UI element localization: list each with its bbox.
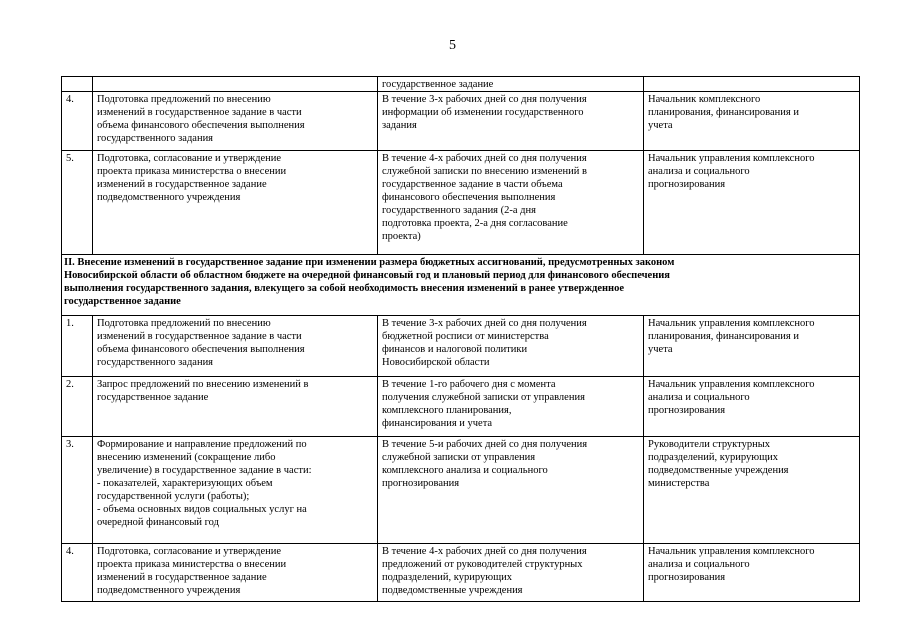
task-cell [93,316,378,377]
responsible-line: прогнозирования [648,572,726,583]
task-line: увеличение) в государственное задание в части: [97,465,312,476]
responsible-cell [644,437,860,544]
task-cell [93,151,378,255]
procedure-table-body [62,77,860,602]
responsible-line: учета [648,344,673,355]
row-number-cell [62,77,93,92]
deadline-cell [378,377,644,437]
responsible-line: анализа и социального [648,166,750,177]
responsible-line: Начальник управления комплексного [648,379,815,390]
deadline-cell [378,77,644,92]
row-number-cell: 2. [62,377,93,437]
responsible-cell [644,151,860,255]
task-line: изменений в государственное задание [97,572,267,583]
table-row [62,544,860,602]
responsible-line: учета [648,120,673,131]
task-line: - показателей, характеризующих объем [97,478,273,489]
deadline-line: В течение 3-х рабочих дней со дня получения [382,318,587,329]
deadline-cell [378,151,644,255]
responsible-line: Руководители структурных [648,439,771,450]
task-line: - объема основных видов социальных услуг на [97,504,307,515]
responsible-cell [644,92,860,151]
responsible-line: анализа и социального [648,559,750,570]
deadline-line: комплексного анализа и социального [382,465,548,476]
page-number: 5 [449,38,456,53]
responsible-line: планирования, финансирования и [648,107,799,118]
task-line: Подготовка, согласование и утверждение [97,153,282,164]
deadline-line: В течение 4-х рабочих дней со дня получения [382,546,587,557]
task-line: Формирование и направление предложений по [97,439,307,450]
task-line: проекта приказа министерства о внесении [97,559,287,570]
deadline-line: комплексного планирования, [382,405,512,416]
section-header-line: II. Внесение изменений в государственное задание при изменении размера бюджетных ассигнований, предусмотренных законом [64,257,675,268]
deadline-line: Новосибирской области [382,357,490,368]
task-line: проекта приказа министерства о внесении [97,166,287,177]
deadline-line: подразделений, курирующих [382,572,513,583]
task-line: государственной услуги (работы); [97,491,250,502]
table-row [62,437,860,544]
row-number-cell: 3. [62,437,93,544]
task-line: Подготовка предложений по внесению [97,94,271,105]
task-cell [93,77,378,92]
section-header-cell [62,255,860,316]
table-row [62,92,860,151]
responsible-line: Начальник управления комплексного [648,153,815,164]
section-header-line: государственное задание [64,296,181,307]
task-line: Подготовка предложений по внесению [97,318,271,329]
responsible-line: Начальник комплексного [648,94,761,105]
responsible-line: прогнозирования [648,179,726,190]
deadline-line: прогнозирования [382,478,460,489]
task-line: очередной финансовый год [97,517,219,528]
table-row [62,316,860,377]
task-line: изменений в государственное задание [97,179,267,190]
section-header-line: выполнения государственного задания, влекущего за собой необходимость внесения изменений в ранее утвержденное [64,283,624,294]
responsible-cell [644,316,860,377]
task-line: изменений в государственное задание в части [97,331,302,342]
responsible-cell [644,377,860,437]
responsible-line: Начальник управления комплексного [648,318,815,329]
deadline-line: государственного задания (2-а дня [382,205,536,216]
responsible-cell [644,77,860,92]
task-line: изменений в государственное задание в части [97,107,302,118]
deadline-line: В течение 3-х рабочих дней со дня получения [382,94,587,105]
deadline-line: В течение 4-х рабочих дней со дня получения [382,153,587,164]
deadline-line: служебной записки от управления [382,452,536,463]
task-line: подведомственного учреждения [97,585,241,596]
section-header-line: Новосибирской области об областном бюджете на очередной финансовый год и плановый период для финансового обеспечения [64,270,670,281]
deadline-line: государственное задание в части объема [382,179,563,190]
deadline-cell [378,92,644,151]
row-number-cell: 4. [62,544,93,602]
task-line: Запрос предложений по внесению изменений в [97,379,309,390]
deadline-line: подведомственные учреждения [382,585,523,596]
deadline-line: финансирования и учета [382,418,493,429]
section-header-row [62,255,860,316]
responsible-line: прогнозирования [648,405,726,416]
deadline-line: финансового обеспечения выполнения [382,192,556,203]
deadline-line: задания [382,120,417,131]
responsible-line: анализа и социального [648,392,750,403]
task-cell [93,92,378,151]
responsible-line: подразделений, курирующих [648,452,779,463]
deadline-line: финансов и налоговой политики [382,344,528,355]
responsible-line: министерства [648,478,710,489]
deadline-line: предложений от руководителей структурных [382,559,583,570]
task-line: государственное задание [97,392,209,403]
task-line: подведомственного учреждения [97,192,241,203]
row-number-cell: 1. [62,316,93,377]
row-number-cell: 4. [62,92,93,151]
deadline-cell [378,437,644,544]
task-cell [93,377,378,437]
responsible-line: подведомственные учреждения [648,465,789,476]
deadline-cell [378,544,644,602]
deadline-line: В течение 5-и рабочих дней со дня получения [382,439,588,450]
responsible-line: планирования, финансирования и [648,331,799,342]
row-number-cell: 5. [62,151,93,255]
task-line: внесению изменений (сокращение либо [97,452,276,463]
deadline-line: государственное задание [382,79,494,90]
responsible-cell [644,544,860,602]
table-row [62,377,860,437]
deadline-line: В течение 1-го рабочего дня с момента [382,379,556,390]
deadline-line: проекта) [382,231,421,242]
task-line: Подготовка, согласование и утверждение [97,546,282,557]
task-line: государственного задания [97,357,214,368]
deadline-line: служебной записки по внесению изменений в [382,166,587,177]
deadline-line: получения служебной записки от управления [382,392,585,403]
table-row [62,77,860,92]
task-line: государственного задания [97,133,214,144]
deadline-line: бюджетной росписи от министерства [382,331,549,342]
deadline-line: информации об изменении государственного [382,107,584,118]
task-cell [93,544,378,602]
task-line: объема финансового обеспечения выполнения [97,120,305,131]
responsible-line: Начальник управления комплексного [648,546,815,557]
deadline-cell [378,316,644,377]
deadline-line: подготовка проекта, 2-а дня согласование [382,218,568,229]
table-row [62,151,860,255]
procedure-table [61,76,860,602]
task-line: объема финансового обеспечения выполнения [97,344,305,355]
task-cell [93,437,378,544]
